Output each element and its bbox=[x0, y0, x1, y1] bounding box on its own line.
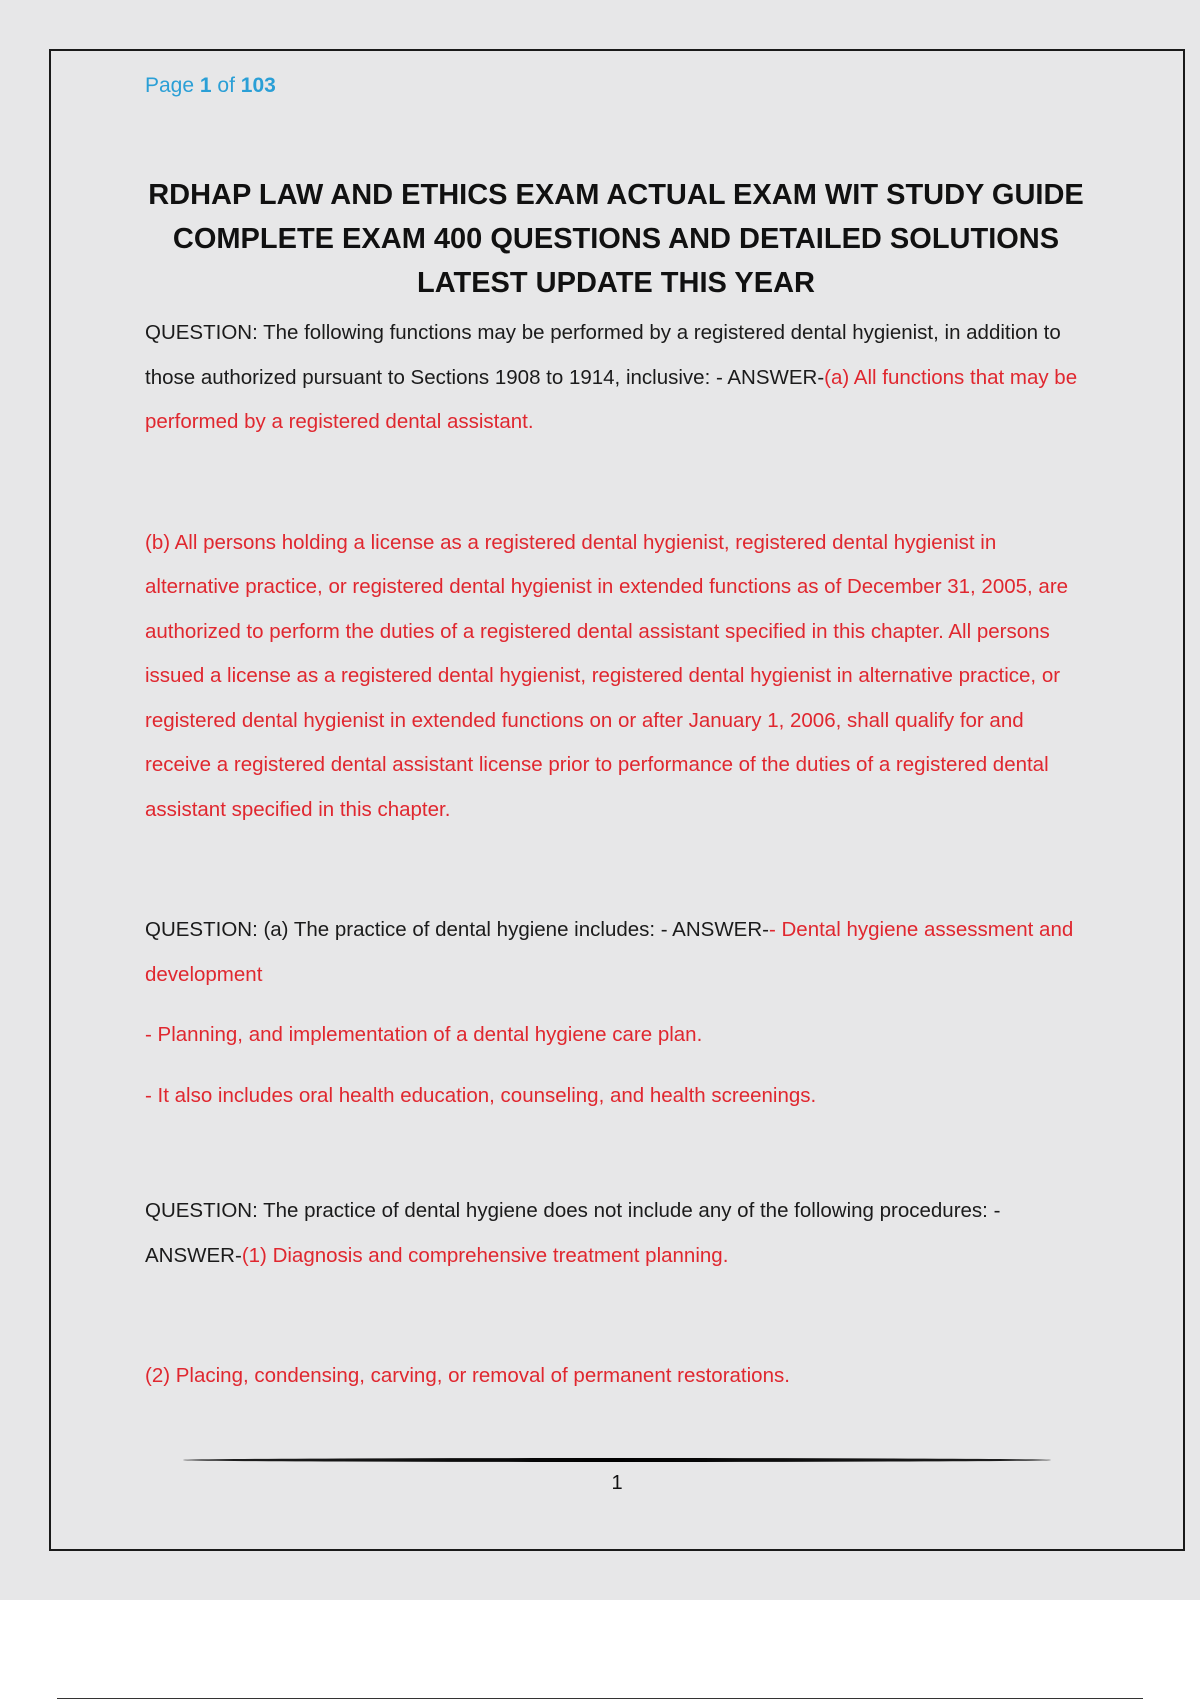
answer-text: (1) Diagnosis and comprehensive treatment planning. bbox=[241, 1243, 729, 1267]
footer-divider bbox=[183, 1458, 1051, 1462]
question-text: QUESTION: (a) The practice of dental hygiene includes: - ANSWER- bbox=[145, 918, 769, 941]
question-text: QUESTION: The following functions may be performed by a registered dental hygienist, in addition to those authorized pursuant to Sections 1908 to 1914, inclusive: - ANSWER- bbox=[145, 321, 1061, 389]
answer-list-item: - Planning, and implementation of a dental hygiene care plan. bbox=[145, 1023, 703, 1046]
page-counter: Page 1 of 103 bbox=[145, 74, 276, 97]
answer-paragraph: (2) Placing, condensing, carving, or removal of permanent restorations. bbox=[145, 1364, 790, 1387]
total-pages: 103 bbox=[240, 74, 276, 97]
current-page: 1 bbox=[199, 74, 212, 97]
document-body bbox=[145, 311, 1090, 1399]
question-3 bbox=[145, 1189, 1090, 1278]
answer-text: (a) All functions that may be performed by a registered dental assistant. bbox=[145, 365, 1078, 433]
question-1 bbox=[145, 311, 1090, 445]
footer-page-number: 1 bbox=[611, 1472, 623, 1494]
question-2 bbox=[145, 908, 1090, 997]
next-page-divider bbox=[57, 1698, 1143, 1699]
document-title: RDHAP LAW AND ETHICS EXAM ACTUAL EXAM WIT STUDY GUIDE COMPLETE EXAM 400 QUESTIONS AND DETAILED SOLUTIONS LATEST UPDATE THIS YEAR bbox=[148, 179, 1084, 299]
question-text: QUESTION: The practice of dental hygiene does not include any of the following procedures: - ANSWER- bbox=[145, 1199, 1001, 1267]
answer-text: - Dental hygiene assessment and development bbox=[145, 918, 1074, 986]
answer-paragraph: (b) All persons holding a license as a registered dental hygienist, registered dental hygienist in alternative practice, or registered dental hygienist in extended functions as of December 31, 2005, are authorized to perform the duties of a registered dental assistant specified in this chapter. All persons issued a license as a registered dental hygienist, registered dental hygienist in alternative practice, or registered dental hygienist in extended functions on or after January 1, 2006, shall qualify for and receive a registered dental assistant license prior to performance of the duties of a registered dental assistant specified in this chapter. bbox=[145, 530, 1069, 821]
answer-list-item: - It also includes oral health education, counseling, and health screenings. bbox=[145, 1083, 817, 1107]
